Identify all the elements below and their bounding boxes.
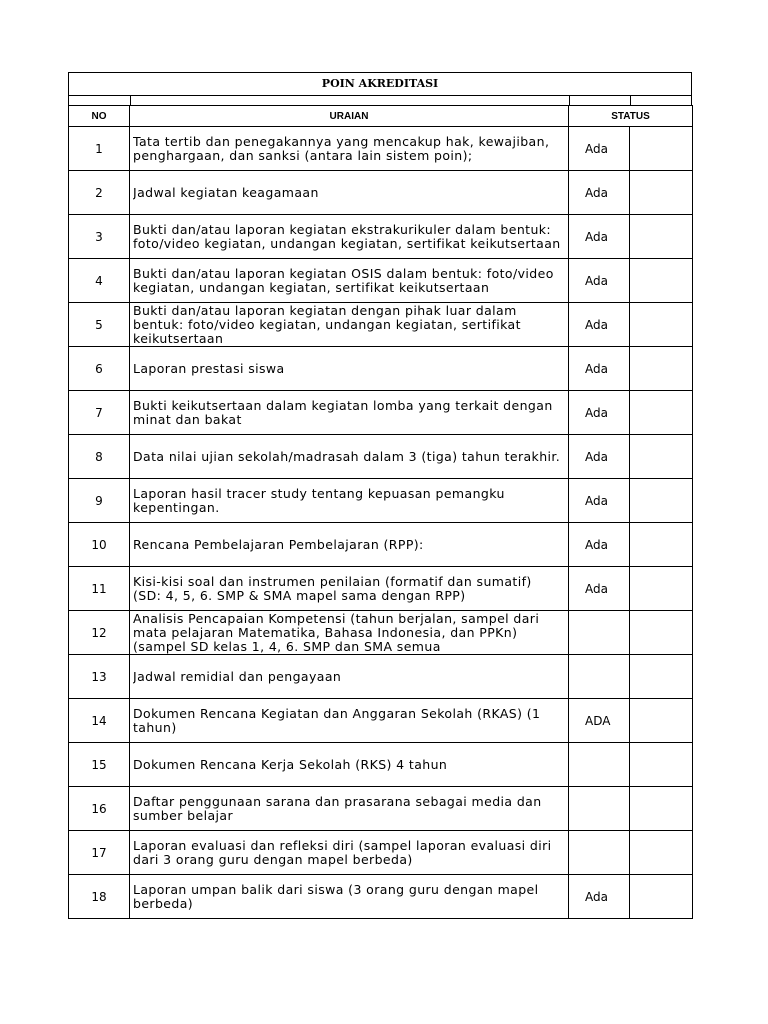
- row-status: [569, 787, 630, 831]
- header-no: NO: [69, 106, 130, 127]
- row-extra-cell: [630, 831, 693, 875]
- sheet-title: POIN AKREDITASI: [68, 72, 692, 95]
- row-description-cell: [130, 171, 569, 215]
- row-number: 2: [69, 171, 130, 215]
- row-description: Laporan prestasi siswa: [133, 361, 285, 376]
- row-description: Bukti dan/atau laporan kegiatan OSIS dalam bentuk: foto/video kegiatan, undangan kegiatan, sertifikat keikutsertaan: [133, 266, 554, 295]
- row-number: 10: [69, 523, 130, 567]
- row-description-cell: [130, 743, 569, 787]
- row-number: 6: [69, 347, 130, 391]
- row-extra-cell: [630, 699, 693, 743]
- table-row: [69, 743, 693, 787]
- row-description: Laporan evaluasi dan refleksi diri (sampel laporan evaluasi diri dari 3 orang guru dengan mapel berbeda): [133, 838, 552, 867]
- row-number: 18: [69, 875, 130, 919]
- row-description-cell: [130, 523, 569, 567]
- header-uraian: URAIAN: [130, 106, 569, 127]
- row-description-cell: [130, 875, 569, 919]
- row-extra-cell: [630, 347, 693, 391]
- row-description-cell: [130, 347, 569, 391]
- row-status: Ada: [569, 127, 630, 171]
- table-row: [69, 127, 693, 171]
- row-extra-cell: [630, 567, 693, 611]
- table-row: [69, 435, 693, 479]
- row-status: [569, 655, 630, 699]
- row-status: [569, 611, 630, 655]
- row-number: 14: [69, 699, 130, 743]
- row-status: Ada: [569, 259, 630, 303]
- row-description: Laporan umpan balik dari siswa (3 orang guru dengan mapel berbeda): [133, 882, 539, 911]
- table-row: [69, 655, 693, 699]
- table-row: [69, 479, 693, 523]
- row-description: Analisis Pencapaian Kompetensi (tahun berjalan, sampel dari mata pelajaran Matematika, Bahasa Indonesia, dan PPKn) (sampel SD kelas 1, 4, 6. SMP dan SMA semua: [133, 611, 540, 654]
- row-description-cell: [130, 611, 569, 655]
- table-row: [69, 259, 693, 303]
- row-status: Ada: [569, 479, 630, 523]
- row-extra-cell: [630, 611, 693, 655]
- row-description: Data nilai ujian sekolah/madrasah dalam 3 (tiga) tahun terakhir.: [133, 449, 561, 464]
- row-description: Dokumen Rencana Kerja Sekolah (RKS) 4 tahun: [133, 757, 448, 772]
- table-row: [69, 303, 693, 347]
- accreditation-sheet: [68, 72, 692, 919]
- table-row: [69, 391, 693, 435]
- row-status: Ada: [569, 347, 630, 391]
- table-row: [69, 171, 693, 215]
- row-number: 15: [69, 743, 130, 787]
- row-number: 1: [69, 127, 130, 171]
- row-status: Ada: [569, 171, 630, 215]
- row-extra-cell: [630, 743, 693, 787]
- row-description-cell: [130, 391, 569, 435]
- header-status: STATUS: [569, 106, 693, 127]
- header-spacer: [68, 95, 692, 105]
- row-extra-cell: [630, 523, 693, 567]
- row-description-cell: [130, 567, 569, 611]
- row-status: [569, 743, 630, 787]
- row-status: [569, 831, 630, 875]
- row-description-cell: [130, 479, 569, 523]
- row-extra-cell: [630, 435, 693, 479]
- row-description: Rencana Pembelajaran Pembelajaran (RPP):: [133, 537, 424, 552]
- table-row: [69, 347, 693, 391]
- row-status: ADA: [569, 699, 630, 743]
- row-number: 16: [69, 787, 130, 831]
- row-extra-cell: [630, 479, 693, 523]
- row-number: 17: [69, 831, 130, 875]
- row-description: Bukti dan/atau laporan kegiatan dengan pihak luar dalam bentuk: foto/video kegiatan, undangan kegiatan, sertifikat keikutsertaan: [133, 303, 521, 346]
- row-description: Jadwal kegiatan keagamaan: [133, 185, 319, 200]
- row-extra-cell: [630, 787, 693, 831]
- row-number: 8: [69, 435, 130, 479]
- row-status: Ada: [569, 523, 630, 567]
- row-description-cell: [130, 655, 569, 699]
- row-description: Daftar penggunaan sarana dan prasarana sebagai media dan sumber belajar: [133, 794, 542, 823]
- row-status: Ada: [569, 435, 630, 479]
- table-row: [69, 875, 693, 919]
- row-number: 12: [69, 611, 130, 655]
- row-status: Ada: [569, 567, 630, 611]
- row-description-cell: [130, 435, 569, 479]
- row-number: 4: [69, 259, 130, 303]
- row-status: Ada: [569, 875, 630, 919]
- divider: [630, 96, 631, 105]
- row-number: 13: [69, 655, 130, 699]
- table-row: [69, 523, 693, 567]
- row-description-cell: [130, 699, 569, 743]
- table-row: [69, 699, 693, 743]
- row-number: 3: [69, 215, 130, 259]
- row-description: Dokumen Rencana Kegiatan dan Anggaran Sekolah (RKAS) (1 tahun): [133, 706, 541, 735]
- row-extra-cell: [630, 259, 693, 303]
- row-extra-cell: [630, 215, 693, 259]
- row-description: Kisi-kisi soal dan instrumen penilaian (formatif dan sumatif) (SD: 4, 5, 6. SMP & SMA mapel sama dengan RPP): [133, 574, 532, 603]
- row-status: Ada: [569, 303, 630, 347]
- row-description: Tata tertib dan penegakannya yang mencakup hak, kewajiban, penghargaan, dan sanksi (antara lain sistem poin);: [133, 134, 550, 163]
- row-extra-cell: [630, 391, 693, 435]
- row-description: Bukti dan/atau laporan kegiatan ekstrakurikuler dalam bentuk: foto/video kegiatan, undangan kegiatan, sertifikat keikutsertaan: [133, 222, 561, 251]
- row-description: Jadwal remidial dan pengayaan: [133, 669, 342, 684]
- row-description-cell: [130, 787, 569, 831]
- row-extra-cell: [630, 171, 693, 215]
- row-description-cell: [130, 831, 569, 875]
- table-row: [69, 215, 693, 259]
- table-row: [69, 831, 693, 875]
- row-status: Ada: [569, 215, 630, 259]
- row-status: Ada: [569, 391, 630, 435]
- row-extra-cell: [630, 127, 693, 171]
- table-body: [69, 127, 693, 919]
- divider: [569, 96, 570, 105]
- row-number: 9: [69, 479, 130, 523]
- row-description-cell: [130, 215, 569, 259]
- row-number: 5: [69, 303, 130, 347]
- table-row: [69, 567, 693, 611]
- row-description: Bukti keikutsertaan dalam kegiatan lomba yang terkait dengan minat dan bakat: [133, 398, 553, 427]
- table-row: [69, 611, 693, 655]
- row-description-cell: [130, 259, 569, 303]
- table-header-row: [69, 106, 693, 127]
- accreditation-table: [68, 105, 693, 919]
- table-row: [69, 787, 693, 831]
- row-number: 7: [69, 391, 130, 435]
- divider: [130, 96, 131, 105]
- row-number: 11: [69, 567, 130, 611]
- row-description: Laporan hasil tracer study tentang kepuasan pemangku kepentingan.: [133, 486, 505, 515]
- row-description-cell: [130, 303, 569, 347]
- row-extra-cell: [630, 303, 693, 347]
- row-description-cell: [130, 127, 569, 171]
- row-extra-cell: [630, 655, 693, 699]
- row-extra-cell: [630, 875, 693, 919]
